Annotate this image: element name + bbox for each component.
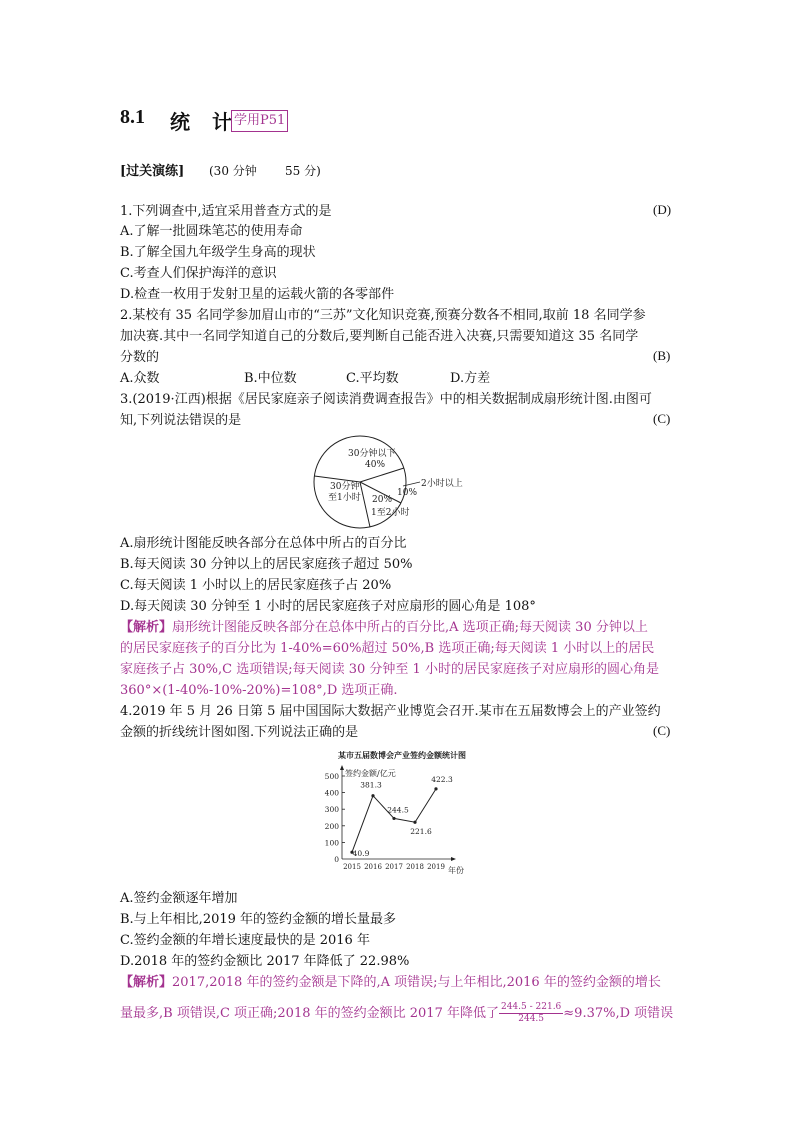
pie-label-top-b: 40% <box>365 460 386 470</box>
pie-divider-right <box>360 468 404 482</box>
practice-score: 55 分) <box>285 164 321 178</box>
question-1-option-c: C.考查人们保护海洋的意识 <box>120 266 277 281</box>
chart-title: 某市五届数博会产业签约金额统计图 <box>338 750 466 760</box>
data-label: 381.3 <box>360 780 382 790</box>
question-2-line-1: 2.某校有 35 名同学参加眉山市的“三苏”文化知识竞赛,预赛分数各不相同,取前 18 名同学参 <box>120 308 646 323</box>
question-3-option-d: D.每天阅读 30 分钟至 1 小时的居民家庭孩子对应扇形的圆心角是 108° <box>120 599 536 614</box>
chart-y-axis-label: 签约金额/亿元 <box>345 769 396 778</box>
question-3-line-2: 知,下列说法错误的是 <box>120 413 242 428</box>
pie-label-2h-plus: 2小时以上 <box>421 479 463 489</box>
pie-label-1-2h: 1至2小时 <box>371 508 410 518</box>
x-tick-label: 2015 <box>343 863 361 871</box>
fraction-numerator: 244.5 - 221.6 <box>500 1002 562 1012</box>
question-2-answer: (B) <box>653 348 671 363</box>
question-1-stem: 1.下列调查中,适宜采用普查方式的是 <box>120 204 332 219</box>
question-4-answer: (C) <box>653 723 671 738</box>
pie-divider-bottom <box>360 482 370 527</box>
analysis-text: 量最多,B 项错误,C 项正确;2018 年的签约金额比 2017 年降低了 <box>120 1006 499 1021</box>
x-tick-label: 2019 <box>427 863 445 871</box>
section-title-first-char: 统 <box>170 110 190 134</box>
question-3-analysis-line-1 <box>120 618 648 637</box>
data-label: 221.6 <box>410 827 432 837</box>
chart-x-axis-label: 年份 <box>448 866 464 875</box>
y-tick-label: 0 <box>334 855 339 864</box>
question-4-line-2: 金额的折线统计图如图.下列说法正确的是 <box>120 725 359 740</box>
y-tick-label: 300 <box>324 805 339 815</box>
fraction <box>499 1002 563 1025</box>
question-3-option-c: C.每天阅读 1 小时以上的居民家庭孩子占 20% <box>120 578 392 593</box>
analysis-text: 2017,2018 年的签约金额是下降的,A 项错误;与上年相比,2016 年的签约金额的增长 <box>172 975 661 990</box>
pie-label-left-a: 30分钟 <box>330 482 360 492</box>
question-4-line-1: 4.2019 年 5 月 26 日第 5 届中国国际大数据产业博览会召开.某市在五届数博会上的产业签约 <box>120 704 661 719</box>
pie-chart <box>300 430 500 534</box>
practice-time: (30 分钟 <box>209 164 257 178</box>
analysis-text: ≈9.37%,D 项错误 <box>563 1006 674 1021</box>
pie-label-left-b: 至1小时 <box>328 493 361 503</box>
question-2-option-c: C.平均数 <box>346 371 399 386</box>
question-3-line-1: 3.(2019·江西)根据《居民家庭亲子阅读消费调查报告》中的相关数据制成扇形统计图.由图可 <box>120 392 652 407</box>
series-line <box>352 789 436 852</box>
question-4-analysis-line-1 <box>120 973 661 992</box>
x-tick-label: 2018 <box>406 863 424 871</box>
data-point <box>392 817 395 820</box>
question-1-option-d: D.检查一枚用于发射卫星的运载火箭的各零部件 <box>120 287 395 302</box>
data-label: 422.3 <box>431 774 453 784</box>
analysis-text: 扇形统计图能反映各部分在总体中所占的百分比,A 选项正确;每天阅读 30 分钟以上 <box>172 620 648 635</box>
question-4-option-b: B.与上年相比,2019 年的签约金额的增长量最多 <box>120 912 397 927</box>
data-point <box>371 794 374 797</box>
analysis-tag: 【解析】 <box>120 620 173 635</box>
chart-x-axis-arrow <box>451 857 456 861</box>
data-point <box>434 787 437 790</box>
data-point <box>413 821 416 824</box>
question-4-option-a: A.签约金额逐年增加 <box>120 891 238 906</box>
pie-label-10: 10% <box>397 488 418 498</box>
fraction-denominator: 244.5 <box>518 1014 545 1024</box>
question-3-answer: (C) <box>653 411 671 426</box>
chart-y-axis-arrow <box>340 765 344 770</box>
question-4-analysis-line-2 <box>120 1002 673 1025</box>
data-label: 244.5 <box>387 805 409 815</box>
question-3-analysis-line-3: 家庭孩子占 30%,C 选项错误;每天阅读 30 分钟至 1 小时的居民家庭孩子对应扇形的圆心角是 <box>120 662 659 677</box>
question-3-analysis-line-2: 的居民家庭孩子的百分比为 1-40%=60%超过 50%,B 选项正确;每天阅读 1 小时以上的居民 <box>120 641 655 656</box>
question-1-option-b: B.了解全国九年级学生身高的现状 <box>120 245 316 260</box>
question-3-option-b: B.每天阅读 30 分钟以上的居民家庭孩子超过 50% <box>120 557 413 572</box>
x-tick-label: 2017 <box>385 863 403 871</box>
y-tick-label: 200 <box>324 821 339 831</box>
pie-label-20: 20% <box>372 495 393 505</box>
pie-label-top-a: 30分钟以下 <box>348 449 396 459</box>
practice-label: [过关演练] <box>120 164 185 179</box>
y-tick-label: 400 <box>324 788 339 798</box>
x-tick-label: 2016 <box>364 863 382 871</box>
question-4-option-d: D.2018 年的签约金额比 2017 年降低了 22.98% <box>120 954 410 969</box>
section-title-second-char: 计 <box>212 110 232 134</box>
data-label: 40.9 <box>352 849 370 859</box>
question-1-answer: (D) <box>653 202 672 217</box>
question-2-option-d: D.方差 <box>450 371 491 386</box>
question-3-option-a: A.扇形统计图能反映各部分在总体中所占的百分比 <box>120 536 407 551</box>
y-tick-label: 100 <box>324 838 339 848</box>
question-3-analysis-line-4: 360°×(1-40%-10%-20%)=108°,D 选项正确. <box>120 683 398 698</box>
question-1-option-a: A.了解一批圆珠笔芯的使用寿命 <box>120 224 303 239</box>
textbook-page-tag: 学用P51 <box>231 110 288 132</box>
question-2-line-3: 分数的 <box>120 350 160 365</box>
question-4-option-c: C.签约金额的年增长速度最快的是 2016 年 <box>120 933 370 948</box>
question-2-option-b: B.中位数 <box>244 371 297 386</box>
line-chart <box>315 746 490 878</box>
analysis-tag: 【解析】 <box>120 975 173 990</box>
question-2-option-a: A.众数 <box>120 371 160 386</box>
question-2-line-2: 加决赛.其中一名同学知道自己的分数后,要判断自己能否进入决赛,只需要知道这 35 名同学 <box>120 329 639 344</box>
y-tick-label: 500 <box>324 772 339 781</box>
section-number: 8.1 <box>120 106 145 128</box>
